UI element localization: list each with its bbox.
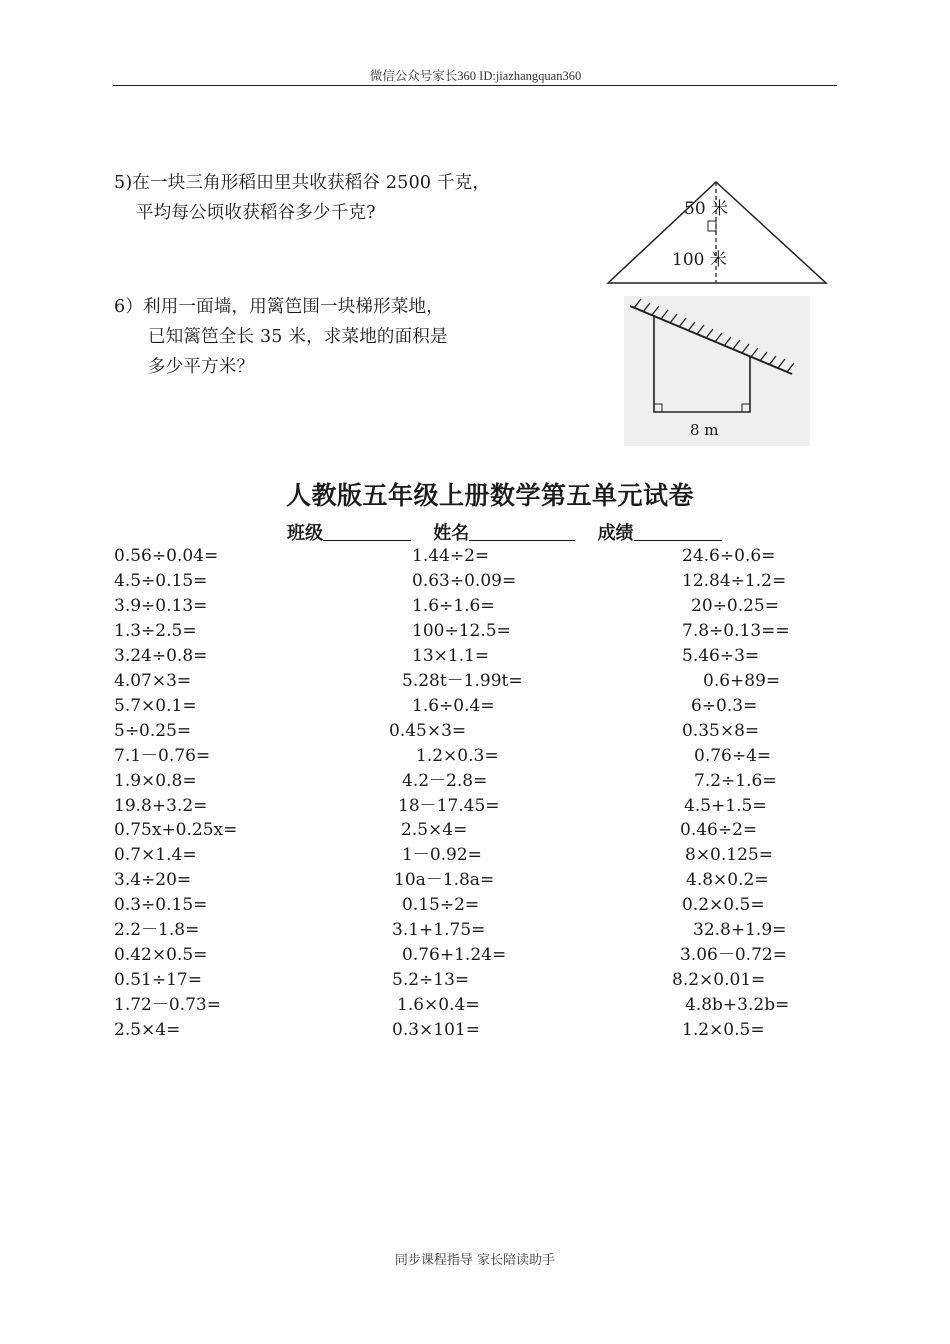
equation-item: 1.6×0.4= [397,995,480,1016]
equation-item: 0.3×101= [392,1020,480,1041]
equation-item: 8.2×0.01= [672,970,766,991]
equation-item: 6÷0.3= [691,695,758,716]
equation-item: 20÷0.25= [691,595,779,616]
equation-item: 10a－1.8a= [394,870,495,891]
equation-item: 12.84÷1.2= [682,570,787,591]
page-footer: 同步课程指导 家长陪读助手 [394,1253,556,1268]
equation-item: 0.2×0.5= [682,895,765,916]
equation-item: 0.35×8= [682,720,760,741]
problem-6-line-1: 6）利用一面墙，用篱笆围一块梯形菜地， [114,297,444,317]
score-blank[interactable] [634,522,722,541]
equation-item: 13×1.1= [412,645,490,666]
equation-item: 4.8b+3.2b= [685,995,790,1016]
equation-item: 5.28t－1.99t= [402,670,523,691]
equation-item: 19.8+3.2= [114,795,208,816]
equation-item: 1.2×0.3= [416,745,499,766]
equation-item: 3.1+1.75= [392,920,486,941]
equation-item: 32.8+1.9= [693,920,787,941]
page-title: 人教版五年级上册数学第五单元试卷 [285,481,694,510]
right-angle-mark [708,221,716,231]
problem-6-line-2: 已知篱笆全长 35 米，求菜地的面积是 [148,327,448,347]
student-info-fields [287,519,722,545]
problem-5 [114,168,490,228]
equation-item: 5÷0.25= [114,720,192,741]
equation-item: 4.2－2.8= [402,770,488,791]
equation-item: 0.15÷2= [402,895,480,916]
equation-item: 0.3÷0.15= [114,895,208,916]
triangle-figure [600,176,836,288]
header-rule [113,85,837,86]
problem-5-line-1: 5)在一块三角形稻田里共收获稻谷 2500 千克， [114,173,491,193]
triangle-height-label: 50 米 [684,199,729,219]
equation-item: 0.75x+0.25x= [114,820,238,841]
equation-item: 1.2×0.5= [682,1020,765,1041]
equation-item: 7.2÷1.6= [694,770,777,791]
trapezoid-figure [624,296,810,446]
problem-5-line-2: 平均每公顷收获稻谷多少千克? [136,203,376,223]
equation-item: 0.51÷17= [114,970,202,991]
equation-item: 0.56÷0.04= [114,546,219,566]
equation-item: 1.72－0.73= [114,995,221,1016]
equation-item: 7.8÷0.13== [682,620,790,641]
equation-item: 2.2－1.8= [114,920,200,941]
triangle-base-label: 100 米 [672,250,727,270]
equation-item: 4.07×3= [114,670,192,691]
name-blank[interactable] [469,522,575,541]
class-label: 班级 [287,523,323,544]
equation-item: 0.46÷2= [680,820,758,841]
score-label: 成绩 [597,523,634,544]
equation-item: 0.6+89= [703,670,781,691]
equation-item: 1.3÷2.5= [114,620,197,641]
equation-item: 1.44÷2= [412,546,490,566]
equation-item: 100÷12.5= [412,620,511,641]
equation-item: 2.5×4= [401,820,468,841]
equation-item: 3.06－0.72= [680,945,787,966]
equation-item: 4.5÷0.15= [114,570,208,591]
equation-item: 0.42×0.5= [114,945,208,966]
equation-item: 5.7×0.1= [114,695,197,716]
equation-item: 0.7×1.4= [114,845,197,866]
equation-item: 5.2÷13= [392,970,470,991]
equation-item: 3.9÷0.13= [114,595,208,616]
page-header: 微信公众号家长360 ID:jiazhangquan360 [369,69,582,83]
problem-6-line-3: 多少平方米？ [148,357,255,377]
equation-item: 0.63÷0.09= [412,570,517,591]
class-blank[interactable] [323,522,411,541]
equation-item: 0.76÷4= [694,745,772,766]
equation-item: 1.6÷1.6= [412,595,495,616]
equation-item: 1－0.92= [402,845,482,866]
equation-item: 3.4÷20= [114,870,192,891]
equation-item: 8×0.125= [685,845,773,866]
equation-item: 0.76+1.24= [402,945,507,966]
equation-item: 18－17.45= [398,795,500,816]
equation-item: 7.1－0.76= [114,745,211,766]
equation-item: 4.8×0.2= [686,870,769,891]
trapezoid-bottom-label: 8 m [690,421,719,439]
name-label: 姓名 [433,523,470,544]
equation-item: 3.24÷0.8= [114,645,208,666]
problem-6 [114,292,448,382]
equation-item: 4.5+1.5= [684,795,767,816]
equation-item: 2.5×4= [114,1020,181,1041]
equation-item: 5.46÷3= [682,645,760,666]
equation-item: 1.6÷0.4= [412,695,495,716]
equation-item: 1.9×0.8= [114,770,197,791]
equation-item: 24.6÷0.6= [682,546,776,566]
equation-item: 0.45×3= [389,720,467,741]
